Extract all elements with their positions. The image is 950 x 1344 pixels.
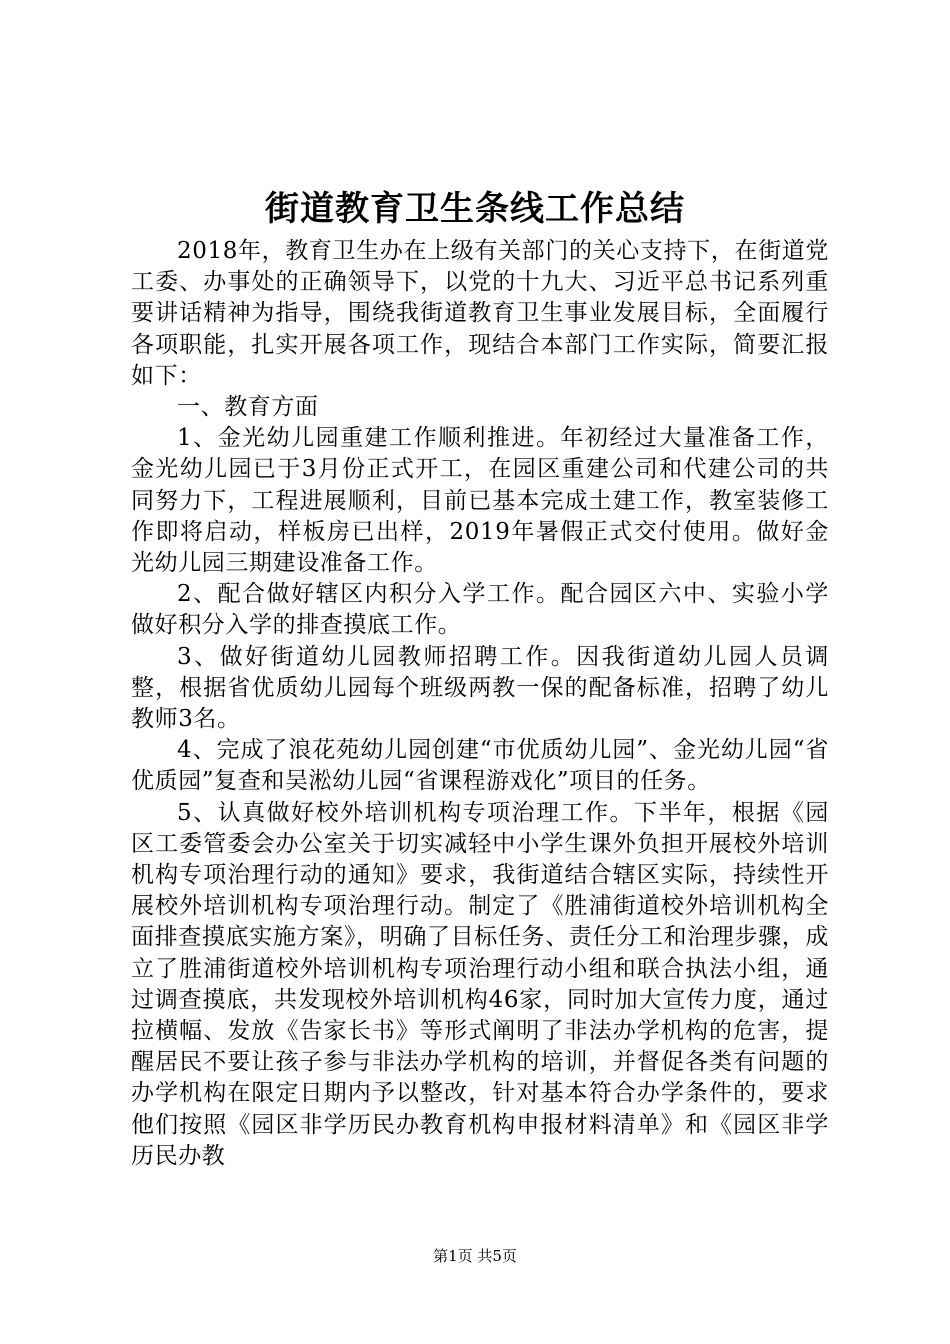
- document-body: [131, 236, 829, 1172]
- page-number-footer: 第1页 共5页: [433, 1247, 517, 1265]
- paragraph-item-5: 5、认真做好校外培训机构专项治理工作。下半年，根据《园区工委管委会办公室关于切实减轻中小学生课外负担开展校外培训机构专项治理行动的通知》要求，我街道结合辖区实际，持续性开展校外培训机构专项治理行动。制定了《胜浦街道校外培训机构全面排查摸底实施方案》，明确了目标任务、责任分工和治理步骤，成立了胜浦街道校外培训机构专项治理行动小组和联合执法小组，通过调查摸底，共发现校外培训机构46家，同时加大宣传力度，通过拉横幅、发放《告家长书》等形式阐明了非法办学机构的危害，提醒居民不要让孩子参与非法办学机构的培训，并督促各类有问题的办学机构在限定日期内予以整改，针对基本符合办学条件的，要求他们按照《园区非学历民办教育机构申报材料清单》和《园区非学历民办教: [131, 799, 829, 1169]
- paragraph-item-4: 4、完成了浪花苑幼儿园创建“市优质幼儿园”、金光幼儿园“省优质园”复查和吴淞幼儿园“省课程游戏化”项目的任务。: [131, 737, 829, 795]
- paragraph-item-3: 3、做好街道幼儿园教师招聘工作。因我街道幼儿园人员调整，根据省优质幼儿园每个班级两教一保的配备标准，招聘了幼儿教师3名。: [131, 643, 829, 733]
- paragraph-item-1: 1、金光幼儿园重建工作顺利推进。年初经过大量准备工作，金光幼儿园已于3月份正式开工，在园区重建公司和代建公司的共同努力下，工程进展顺利，目前已基本完成土建工作，教室装修工作即将启动，样板房已出样，2019年暑假正式交付使用。做好金光幼儿园三期建设准备工作。: [131, 425, 829, 577]
- document-title: 街道教育卫生条线工作总结: [265, 189, 685, 229]
- section-heading-education: 一、教育方面: [177, 394, 319, 421]
- intro-paragraph: 2018年，教育卫生办在上级有关部门的关心支持下，在街道党工委、办事处的正确领导下，以党的十九大、习近平总书记系列重要讲话精神为指导，围绕我街道教育卫生事业发展目标，全面履行各项职能，扎实开展各项工作，现结合本部门工作实际，简要汇报如下：: [131, 238, 829, 389]
- paragraph-item-2: 2、配合做好辖区内积分入学工作。配合园区六中、实验小学做好积分入学的排查摸底工作。: [131, 581, 829, 639]
